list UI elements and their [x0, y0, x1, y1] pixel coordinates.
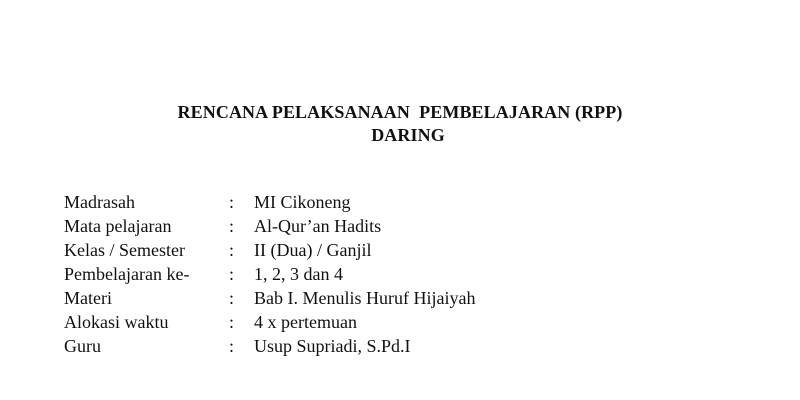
info-value: Al-Qur’an Hadits — [254, 216, 382, 236]
info-colon: : — [229, 288, 235, 308]
info-value: Bab I. Menulis Huruf Hijaiyah — [254, 288, 476, 308]
info-value: 1, 2, 3 dan 4 — [254, 264, 343, 284]
info-row-pembelajaran-ke — [64, 262, 664, 286]
info-label: Pembelajaran ke- — [64, 264, 190, 284]
info-row-madrasah — [64, 190, 664, 214]
info-colon: : — [229, 336, 235, 356]
info-value: Usup Supriadi, S.Pd.I — [254, 336, 411, 356]
info-row-kelas-semester — [64, 238, 664, 262]
info-row-guru — [64, 334, 664, 358]
info-table — [64, 190, 664, 358]
info-colon: : — [229, 216, 235, 236]
info-label: Guru — [64, 336, 101, 356]
info-value: 4 x pertemuan — [254, 312, 357, 332]
info-value: MI Cikoneng — [254, 192, 351, 212]
info-label: Madrasah — [64, 192, 135, 212]
info-row-alokasi-waktu — [64, 310, 664, 334]
info-label: Kelas / Semester — [64, 240, 185, 260]
document-title — [0, 101, 800, 147]
info-colon: : — [229, 192, 235, 212]
info-label: Materi — [64, 288, 112, 308]
info-row-mata-pelajaran — [64, 214, 664, 238]
info-colon: : — [229, 240, 235, 260]
info-colon: : — [229, 264, 235, 284]
info-row-materi — [64, 286, 664, 310]
title-line-2: DARING — [371, 125, 445, 145]
info-colon: : — [229, 312, 235, 332]
info-label: Mata pelajaran — [64, 216, 172, 236]
title-line-1: RENCANA PELAKSANAAN PEMBELAJARAN (RPP) — [177, 102, 623, 122]
info-value: II (Dua) / Ganjil — [254, 240, 372, 260]
info-label: Alokasi waktu — [64, 312, 169, 332]
